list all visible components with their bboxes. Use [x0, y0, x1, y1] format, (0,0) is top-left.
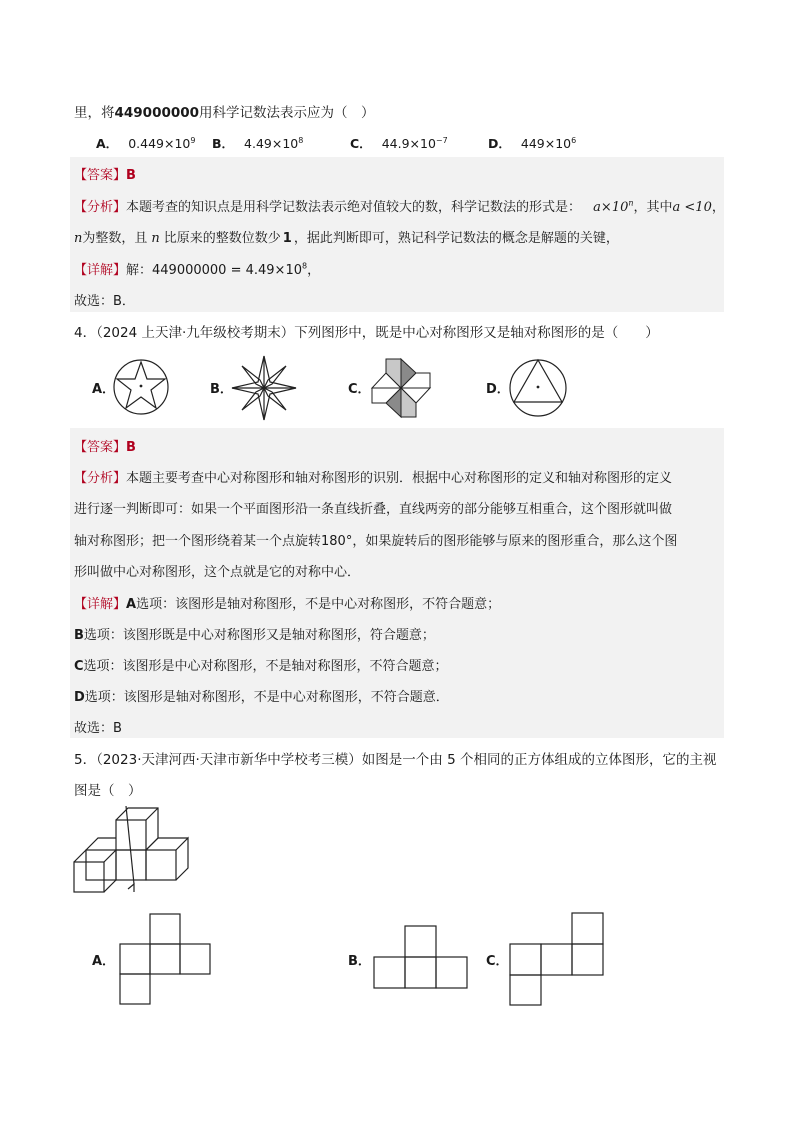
q4-detail-d: D选项：该图形是轴对称图形，不是中心对称图形，不符合题意． [74, 690, 449, 705]
q4-detail-c: C选项：该图形是中心对称图形，不是轴对称图形，不符合题意； [74, 659, 448, 674]
q5-option-b-label: B． [348, 954, 371, 969]
q4-answer: 【答案】B [74, 440, 136, 455]
q3-option-d: D． $449\times 10^6$ [488, 135, 577, 151]
q3-analysis-line1: 【分析】本题考查的知识点是用科学记数法表示绝对值较大的数，科学记数法的形式是： $a\times 10^n$，其中a <10， [74, 198, 725, 215]
pinwheel-icon [370, 357, 432, 419]
q4-choose: 故选：B [74, 721, 122, 736]
q4-option-a-label: A． [92, 382, 116, 397]
q4-analysis-line1: 【分析】本题主要考查中心对称图形和轴对称图形的识别．根据中心对称图形的定义和轴对称图形的定义 [74, 471, 673, 486]
q4-analysis-line2: 进行逐一判断即可：如果一个平面图形沿一条直线折叠，直线两旁的部分能够互相重合，这个图形就叫做 [74, 502, 673, 517]
q3-detail: 【详解】解：$449000000 = 4.49\times 10^8$， [74, 261, 321, 278]
triangle-in-circle-icon [508, 358, 568, 418]
q4-analysis-line3: 轴对称图形；把一个图形绕着某一个点旋转180°，如果旋转后的图形能够与原来的图形重合，那么这个图 [74, 534, 678, 549]
cube-stack-figure [70, 806, 194, 904]
star-in-circle-icon [112, 358, 170, 416]
q3-answer: 【答案】B [74, 168, 136, 183]
q4-option-c-label: C． [348, 382, 371, 397]
q3-analysis-line2: n为整数，且 n 比原来的整数位数少 1 ，据此判断即可，熟记科学记数法的概念是解题的关键， [74, 231, 619, 246]
q4-analysis-line4: 形叫做中心对称图形，这个点就是它的对称中心． [74, 565, 361, 580]
q5-stem-line1: 5．（2023·天津河西·天津市新华中学校考三模）如图是一个由 5 个相同的正方体组成的立体图形，它的主视 [74, 752, 717, 768]
q3-choose: 故选：B． [74, 294, 135, 309]
q3-option-b: B． $4.49\times 10^8$ [212, 135, 304, 151]
q3-option-a: A． $0.449\times 10^9$ [96, 135, 196, 151]
eight-point-star-icon [230, 354, 298, 422]
q4-option-d-label: D． [486, 382, 510, 397]
q3-stem: 里，将449000000用科学记数法表示应为（ ） [74, 105, 375, 121]
q5-option-c-label: C． [486, 954, 509, 969]
q4-option-b-label: B． [210, 382, 233, 397]
q4-detail-b: B选项：该图形既是中心对称图形又是轴对称图形，符合题意； [74, 628, 435, 643]
q4-stem: 4．（2024 上天津·九年级校考期末）下列图形中，既是中心对称图形又是轴对称图形的是（ ） [74, 325, 659, 341]
q5-stem-line2: 图是（ ） [74, 783, 142, 799]
q4-detail-a: 【详解】A选项：该图形是轴对称图形，不是中心对称图形，不符合题意； [74, 597, 501, 612]
q3-option-c: C． $44.9\times 10^{-7}$ [350, 135, 448, 151]
q5-option-b-figure [374, 925, 468, 989]
q5-option-a-figure [120, 913, 212, 1005]
q5-option-a-label: A． [92, 954, 116, 969]
q5-option-c-figure [510, 912, 604, 1006]
